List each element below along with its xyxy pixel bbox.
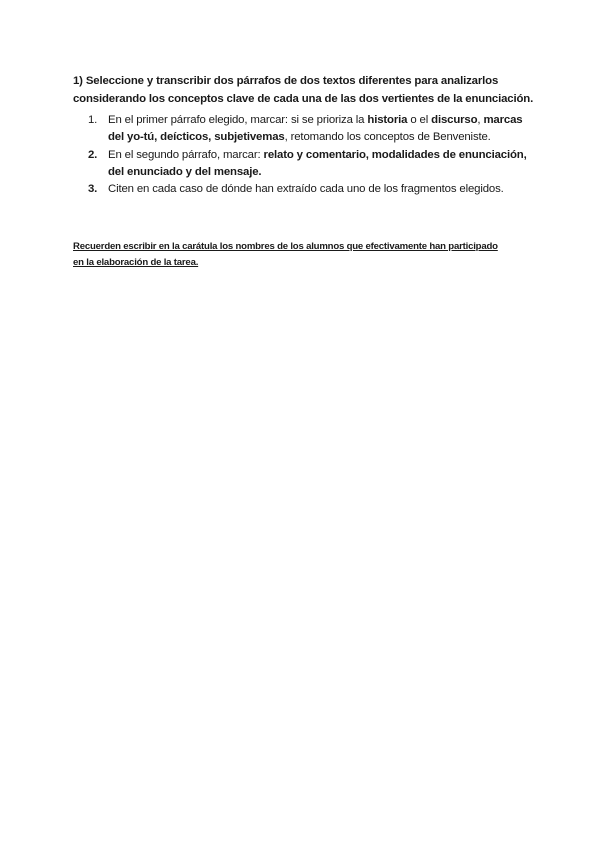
term-discurso: discurso	[431, 114, 478, 126]
task-item-3	[74, 181, 544, 198]
task-2-bold-terms-a: relato y comentario, modalidades de enunciación,	[263, 148, 527, 161]
task-item-1	[74, 112, 544, 147]
heading-line-1: 1) Seleccione y transcribir dos párrafos de dos textos diferentes para analizarlos	[73, 75, 499, 87]
task-3-line-1: Citen en cada caso de dónde han extraído cada uno de los fragmentos elegidos.	[108, 183, 504, 196]
task-number-2: 2.	[88, 148, 98, 161]
task-number-3: 3.	[88, 183, 98, 196]
task-1-text-b: o el	[407, 114, 432, 126]
heading-line-2: considerando los conceptos clave de cada una de las dos vertientes de la enunciación.	[73, 92, 534, 105]
reminder-note	[73, 239, 533, 270]
task-1-text-d: , retomando los conceptos de Benveniste.	[284, 131, 491, 144]
term-marcas: marcas	[483, 114, 523, 126]
task-item-2	[74, 147, 544, 182]
task-2-line-1	[108, 147, 544, 164]
task-1-text-a: En el primer párrafo elegido, marcar: si se prioriza la	[108, 114, 368, 126]
task-1-line-1	[108, 112, 544, 129]
reminder-line-2: en la elaboración de la tarea.	[73, 256, 199, 268]
task-list	[74, 112, 544, 198]
reminder-line-1: Recuerden escribir en la carátula los nombres de los alumnos que efectivamente han participado	[73, 241, 498, 252]
task-1-line-2	[108, 129, 544, 146]
task-1-text-c: ,	[477, 114, 484, 126]
term-historia: historia	[367, 114, 408, 126]
task-2-line-2: del enunciado y del mensaje.	[108, 165, 262, 178]
task-number-1: 1.	[88, 114, 98, 126]
task-1-bold-terms: del yo-tú, deícticos, subjetivemas	[108, 131, 285, 144]
task-2-text-a: En el segundo párrafo, marcar:	[108, 148, 264, 161]
assignment-heading	[73, 73, 533, 108]
